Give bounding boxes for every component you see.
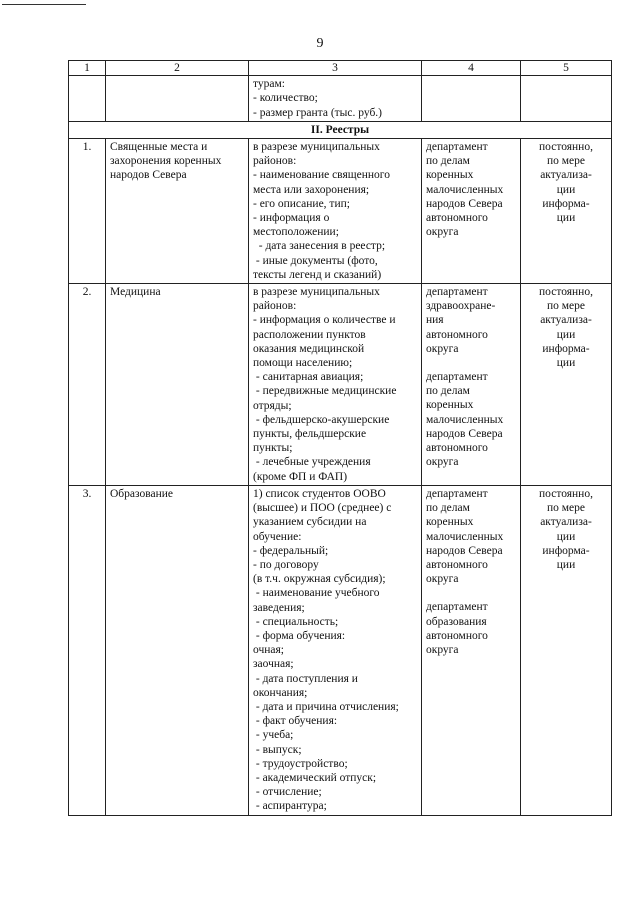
header-cell: 1	[69, 61, 106, 76]
cell-line: ния	[426, 314, 444, 327]
cell-line: постоянно,	[539, 286, 593, 299]
cell-line: - специальность;	[253, 615, 339, 628]
cell-line: ции	[556, 357, 576, 370]
cell-line: по мере	[546, 155, 585, 168]
cell-content	[249, 284, 422, 486]
cell-line: (в т.ч. окружная субсидия);	[253, 573, 386, 586]
cell-line: народов Севера	[426, 544, 503, 557]
cell-line: по делам	[426, 385, 470, 398]
cell-line: 1) список студентов ООВО	[253, 487, 386, 500]
cell-line: - информация о	[253, 212, 330, 225]
cell-name	[106, 284, 249, 486]
cell-line: - по договору	[253, 558, 319, 571]
cell-line: департамент	[426, 487, 488, 500]
cell-line: информа-	[542, 544, 590, 557]
header-row	[69, 61, 612, 76]
cell-line: округа	[426, 342, 459, 355]
cell-line: автономного	[426, 328, 488, 341]
cell-line: - наименование учебного	[253, 587, 380, 600]
cell-line: заведения;	[253, 601, 305, 614]
cell-line: (высшее) и ПОО (среднее) с	[253, 502, 392, 515]
cell-line: округа	[426, 456, 459, 469]
cell-line: постоянно,	[539, 487, 593, 500]
cell-line: народов Севера	[426, 197, 503, 210]
cell-line: ции	[556, 558, 576, 571]
cell-line: - количество;	[253, 92, 318, 105]
cell-line: департамент	[426, 286, 488, 299]
cell-line: по делам	[426, 502, 470, 515]
section-title: II. Реестры	[69, 121, 612, 138]
cell-line: актуализа-	[540, 314, 592, 327]
table-row	[69, 284, 612, 486]
cell-line: постоянно,	[539, 141, 593, 154]
cell-content	[249, 139, 422, 284]
cell-line: - академический отпуск;	[253, 771, 377, 784]
cell-dept	[422, 139, 521, 284]
top-rule	[2, 4, 86, 5]
cell-name	[106, 139, 249, 284]
cell-line: районов:	[253, 300, 297, 313]
header-cell: 4	[422, 61, 521, 76]
cell-period	[521, 139, 612, 284]
cell-dept	[422, 284, 521, 486]
cell-line: - передвижные медицинские	[253, 385, 397, 398]
header-cell: 5	[521, 61, 612, 76]
page-number: 9	[316, 36, 324, 51]
cell-line: департамент	[426, 371, 488, 384]
cell-dept	[422, 485, 521, 815]
cell-line: коренных	[426, 399, 474, 412]
cell-line: - аспирантура;	[253, 800, 327, 813]
cell-line: здравоохране-	[426, 300, 496, 313]
cell-line: - федеральный;	[253, 544, 329, 557]
cell-line: коренных	[426, 516, 474, 529]
cell-line: Медицина	[110, 286, 161, 299]
cell-line: - дата и причина отчисления;	[253, 700, 399, 713]
cell-line: заочная;	[253, 658, 294, 671]
cell-period	[521, 485, 612, 815]
cell-line: места или захоронения;	[253, 183, 370, 196]
cell-line: департамент	[426, 601, 488, 614]
cell-line: - фельдшерско-акушерские	[253, 413, 390, 426]
continuation-content	[249, 76, 422, 122]
cell-num: 2.	[69, 284, 106, 486]
cell-line: по мере	[546, 300, 585, 313]
cell-line: - лечебные учреждения	[253, 456, 371, 469]
cell-line: - учеба;	[253, 729, 294, 742]
cell-line: в разрезе муниципальных	[253, 141, 380, 154]
section-row	[69, 121, 612, 138]
cell-line: автономного	[426, 558, 488, 571]
cell-line: информа-	[542, 342, 590, 355]
cell-line: округа	[426, 643, 459, 656]
cell-line: - дата поступления и	[253, 672, 358, 685]
cell-line: по мере	[546, 502, 585, 515]
cell-line: - иные документы (фото,	[253, 254, 378, 267]
cell-line: - форма обучения:	[253, 629, 346, 642]
cell-line: турам:	[253, 78, 285, 91]
cell-line: автономного	[426, 442, 488, 455]
cell-line: Священные места и	[110, 141, 208, 154]
cell-line: - трудоустройство;	[253, 757, 348, 770]
cell-line: - наименование священного	[253, 169, 390, 182]
cell-line: Образование	[110, 487, 174, 500]
cell-line: - выпуск;	[253, 743, 302, 756]
cell-line: помощи населению;	[253, 357, 353, 370]
cell-line: расположении пунктов	[253, 328, 366, 341]
cell-line: окончания;	[253, 686, 308, 699]
cell-line: - дата занесения в реестр;	[253, 240, 386, 253]
cell-line: - информация о количестве и	[253, 314, 396, 327]
cell-line: в разрезе муниципальных	[253, 286, 380, 299]
cell-line: малочисленных	[426, 183, 504, 196]
cell-line: - размер гранта (тыс. руб.)	[253, 106, 383, 119]
cell-line: указанием субсидии на	[253, 516, 367, 529]
cell-line: пункты, фельдшерские	[253, 428, 367, 441]
cell-line: малочисленных	[426, 530, 504, 543]
cell-content	[249, 485, 422, 815]
cell-line: районов:	[253, 155, 297, 168]
cell-line: по делам	[426, 155, 470, 168]
cell-line: округа	[426, 226, 459, 239]
cell-line: очная;	[253, 644, 284, 657]
cell-line: тексты легенд и сказаний)	[253, 268, 382, 281]
cell-line: оказания медицинской	[253, 342, 365, 355]
cell-line: ции	[556, 183, 576, 196]
cell-line: ции	[556, 328, 576, 341]
cell-name	[106, 485, 249, 815]
cell-num: 1.	[69, 139, 106, 284]
cell-line: информа-	[542, 197, 590, 210]
registry-table	[68, 60, 612, 816]
cell-line: народов Севера	[426, 427, 503, 440]
cell-line: народов Севера	[110, 169, 187, 182]
header-cell: 3	[249, 61, 422, 76]
cell-line: обучение:	[253, 530, 302, 543]
cell-line: малочисленных	[426, 413, 504, 426]
header-cell: 2	[106, 61, 249, 76]
cell-line: коренных	[426, 169, 474, 182]
table-row	[69, 485, 612, 815]
cell-line: автономного	[426, 629, 488, 642]
cell-line	[426, 586, 516, 600]
continuation-row	[69, 76, 612, 122]
cell-line: департамент	[426, 141, 488, 154]
cell-line: ции	[556, 530, 576, 543]
cell-line: пункты;	[253, 442, 293, 455]
cell-line: местоположении;	[253, 226, 339, 239]
cell-line: округа	[426, 573, 459, 586]
cell-period	[521, 284, 612, 486]
cell-line: актуализа-	[540, 169, 592, 182]
cell-line: ции	[556, 212, 576, 225]
cell-line: актуализа-	[540, 516, 592, 529]
cell-line: автономного	[426, 212, 488, 225]
cell-line: образования	[426, 615, 487, 628]
cell-line: отряды;	[253, 399, 292, 412]
table-row	[69, 139, 612, 284]
cell-line: - санитарная авиация;	[253, 371, 364, 384]
cell-line: (кроме ФП и ФАП)	[253, 470, 348, 483]
cell-line: захоронения коренных	[110, 155, 222, 168]
cell-line: - отчисление;	[253, 786, 322, 799]
cell-line: - его описание, тип;	[253, 197, 350, 210]
cell-line	[426, 356, 516, 370]
cell-num: 3.	[69, 485, 106, 815]
cell-line: - факт обучения:	[253, 715, 338, 728]
